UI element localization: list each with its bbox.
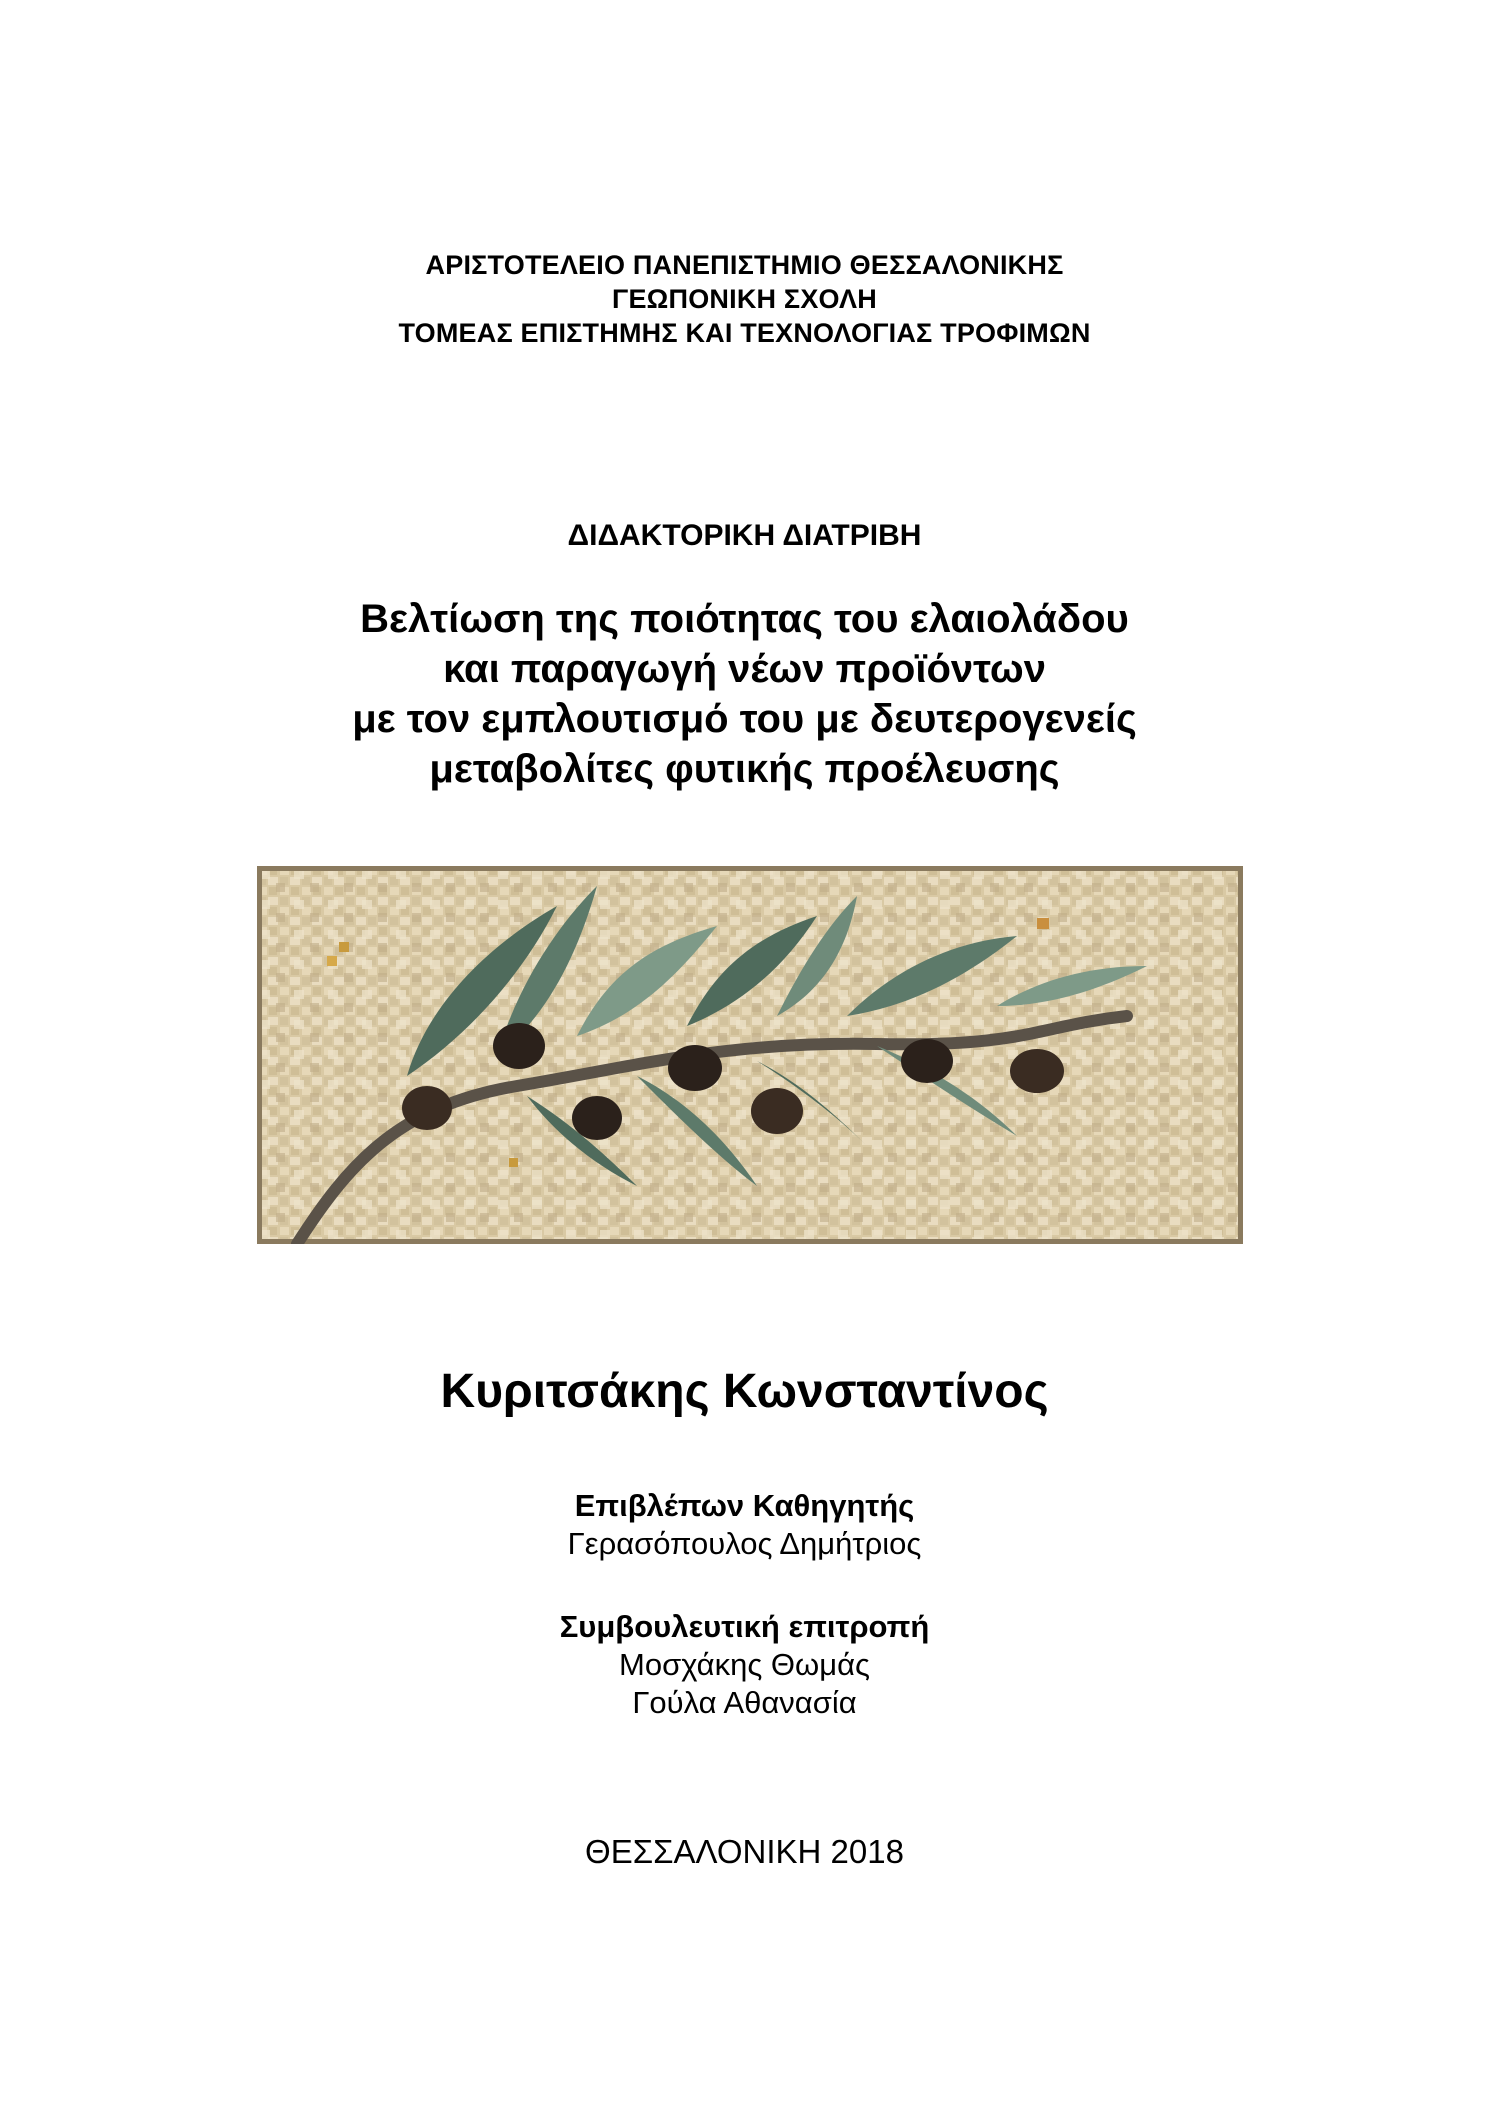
olive <box>1010 1049 1064 1093</box>
committee-member: Μοσχάκης Θωμάς <box>619 1647 870 1682</box>
document-type-block <box>0 518 1489 554</box>
committee-member: Γούλα Αθανασία <box>632 1685 857 1720</box>
document-type: ΔΙΔΑΚΤΟΡΙΚΗ ΔΙΑΤΡΙΒΗ <box>567 519 922 552</box>
supervisor-label: Επιβλέπων Καθηγητής <box>574 1488 915 1523</box>
institution-header <box>0 248 1489 350</box>
supervisor-name: Γερασόπουλος Δημήτριος <box>567 1526 922 1561</box>
place-year-block <box>0 1832 1489 1872</box>
thesis-title <box>0 594 1489 794</box>
olive <box>493 1023 545 1069</box>
olive <box>901 1039 953 1083</box>
olive <box>572 1096 622 1140</box>
committee-block <box>0 1608 1489 1722</box>
committee-label: Συμβουλευτική επιτροπή <box>559 1609 930 1644</box>
title-line: με τον εμπλουτισμό του με δευτερογενείς <box>352 697 1137 741</box>
olive <box>668 1045 722 1091</box>
author-name: Κυριτσάκης Κωνσταντίνος <box>440 1365 1049 1418</box>
olive-branch-mosaic-image <box>257 866 1243 1244</box>
title-line: Βελτίωση της ποιότητας του ελαιολάδου <box>360 597 1129 641</box>
author-block <box>0 1364 1489 1420</box>
olive <box>402 1086 452 1130</box>
place-year: ΘΕΣΣΑΛΟΝΙΚΗ 2018 <box>585 1833 904 1870</box>
supervisor-block <box>0 1487 1489 1563</box>
title-line: και παραγωγή νέων προϊόντων <box>443 647 1046 691</box>
school-name: ΓΕΩΠΟΝΙΚΗ ΣΧΟΛΗ <box>612 284 877 314</box>
department-name: ΤΟΜΕΑΣ ΕΠΙΣΤΗΜΗΣ ΚΑΙ ΤΕΧΝΟΛΟΓΙΑΣ ΤΡΟΦΙΜΩΝ <box>398 318 1091 348</box>
university-name: ΑΡΙΣΤΟΤΕΛΕΙΟ ΠΑΝΕΠΙΣΤΗΜΙΟ ΘΕΣΣΑΛΟΝΙΚΗΣ <box>425 250 1064 280</box>
olive <box>751 1088 803 1134</box>
title-line: μεταβολίτες φυτικής προέλευσης <box>429 747 1060 791</box>
